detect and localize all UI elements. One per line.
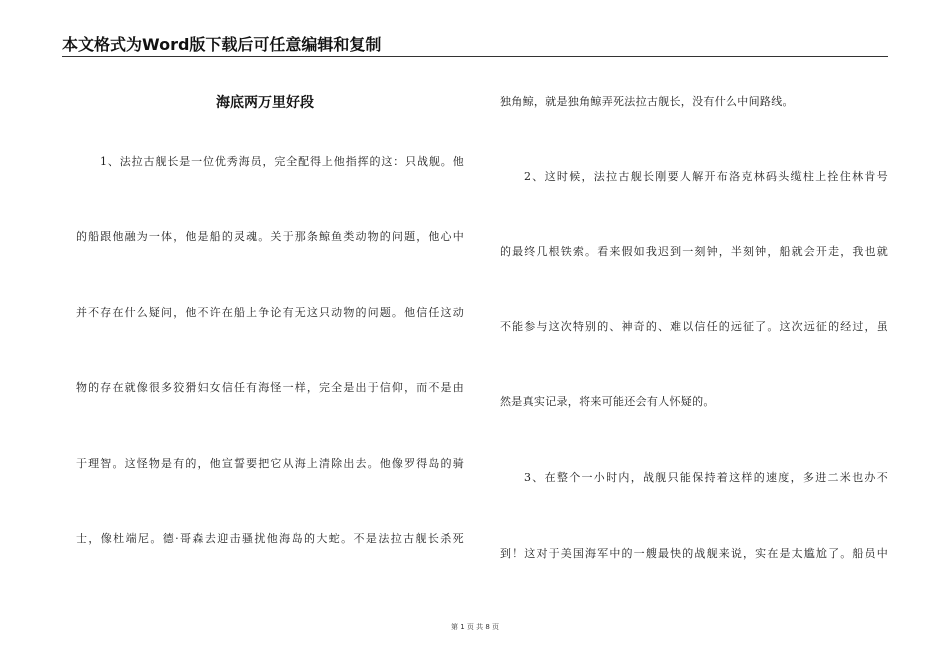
paragraph-line: 2、这时候，法拉古舰长刚要人解开布洛克林码头缆柱上拴住林肯号	[524, 170, 888, 183]
paragraph-line: 3、在整个一小时内，战舰只能保持着这样的速度，多进二米也办不	[524, 471, 888, 484]
header-banner: 本文格式为Word版下载后可任意编辑和复制	[62, 35, 382, 54]
header-rule	[62, 56, 888, 57]
paragraph-line: 并不存在什么疑问，他不许在船上争论有无这只动物的问题。他信任这动	[76, 306, 464, 319]
page-footer: 第 1 页 共 8 页	[450, 623, 500, 631]
paragraph-line: 于理智。这怪物是有的，他宣誓要把它从海上清除出去。他像罗得岛的骑	[76, 457, 464, 470]
paragraph-line: 的最终几根铁索。看来假如我迟到一刻钟，半刻钟，船就会开走，我也就	[500, 245, 888, 258]
paragraph-line: 士，像杜端尼。德·哥森去迎击骚扰他海岛的大蛇。不是法拉古舰长杀死	[76, 532, 464, 545]
paragraph-line: 到！这对于美国海军中的一艘最快的战舰来说，实在是太尴尬了。船员中	[500, 547, 888, 560]
paragraph-line: 的船跟他融为一体，他是船的灵魂。关于那条鲸鱼类动物的问题，他心中	[76, 230, 464, 243]
paragraph-line: 独角鲸，就是独角鲸弄死法拉古舰长，没有什么中间路线。	[500, 95, 794, 108]
paragraph-line: 1、法拉古舰长是一位优秀海员，完全配得上他指挥的这：只战舰。他	[100, 155, 464, 168]
paragraph-line: 物的存在就像很多狡猾妇女信任有海怪一样，完全是出于信仰，而不是由	[76, 381, 464, 394]
document-title: 海底两万里好段	[216, 95, 314, 111]
paragraph-line: 然是真实记录，将来可能还会有人怀疑的。	[500, 395, 715, 408]
paragraph-line: 不能参与这次特别的、神奇的、难以信任的远征了。这次远征的经过，虽	[500, 320, 888, 333]
